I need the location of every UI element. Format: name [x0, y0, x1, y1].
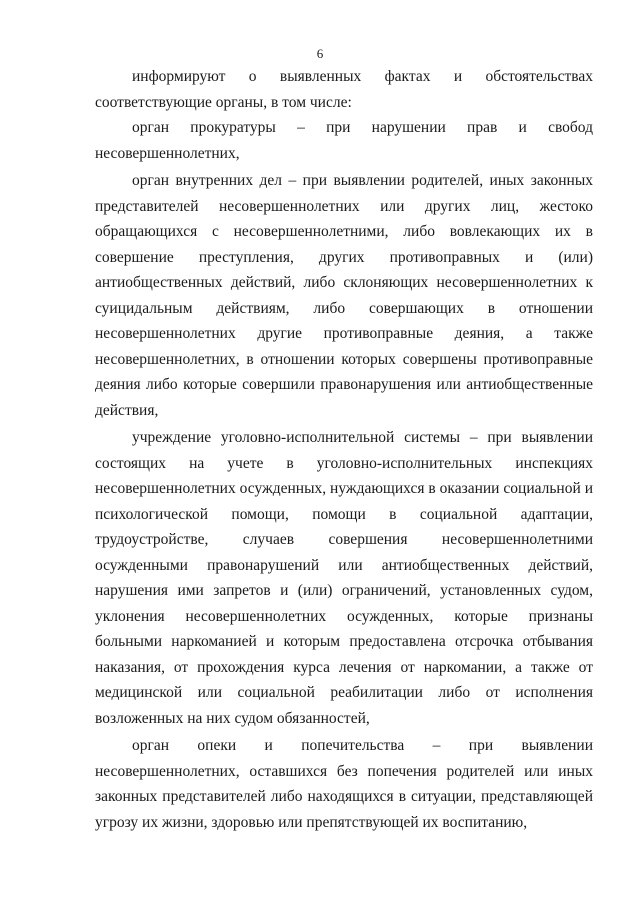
paragraph-prosecutor: орган прокуратуры – при нарушении прав и свобод несовершеннолетних,: [95, 119, 593, 162]
paragraph-internal-affairs: орган внутренних дел – при выявлении родителей, иных законных представителей несовершеннолетних или других лиц, жестоко обращающихся с несовершеннолетними, либо вовлекающих их в совершение преступления, других противоправных и (или) антиобщественных действий, либо склоняющих несовершеннолетних к суицидальным действиям, либо совершающих в отношении несовершеннолетних другие противоправные деяния, а также несовершеннолетних, в отношении которых совершены противоправные деяния либо которые совершили правонарушения или антиобщественные действия,: [95, 172, 593, 419]
page-number: 6: [316, 46, 324, 61]
document-body: [95, 64, 593, 837]
paragraph-penal-system: учреждение уголовно-исполнительной системы – при выявлении состоящих на учете в уголовно-исполнительных инспекциях несовершеннолетних осужденных, нуждающихся в оказании социальной и психологической помощи, помощи в социальной адаптации, трудоустройстве, случаев совершения несовершеннолетними осужденными правонарушений или антиобщественных действий, нарушения ими запретов и (или) ограничений, установленных судом, уклонения несовершеннолетних осужденных, которые признаны больными наркоманией и которым предоставлена отсрочка отбывания наказания, от прохождения курса лечения от наркомании, а также от медицинской или социальной реабилитации либо от исполнения возложенных на них судом обязанностей,: [95, 429, 593, 727]
paragraph-intro: информируют о выявленных фактах и обстоятельствах соответствующие органы, в том числе:: [95, 68, 593, 111]
paragraph-guardianship: орган опеки и попечительства – при выявлении несовершеннолетних, оставшихся без попечения родителей или иных законных представителей либо находящихся в ситуации, представляющей угрозу их жизни, здоровью или препятствующей их воспитанию,: [95, 737, 593, 831]
